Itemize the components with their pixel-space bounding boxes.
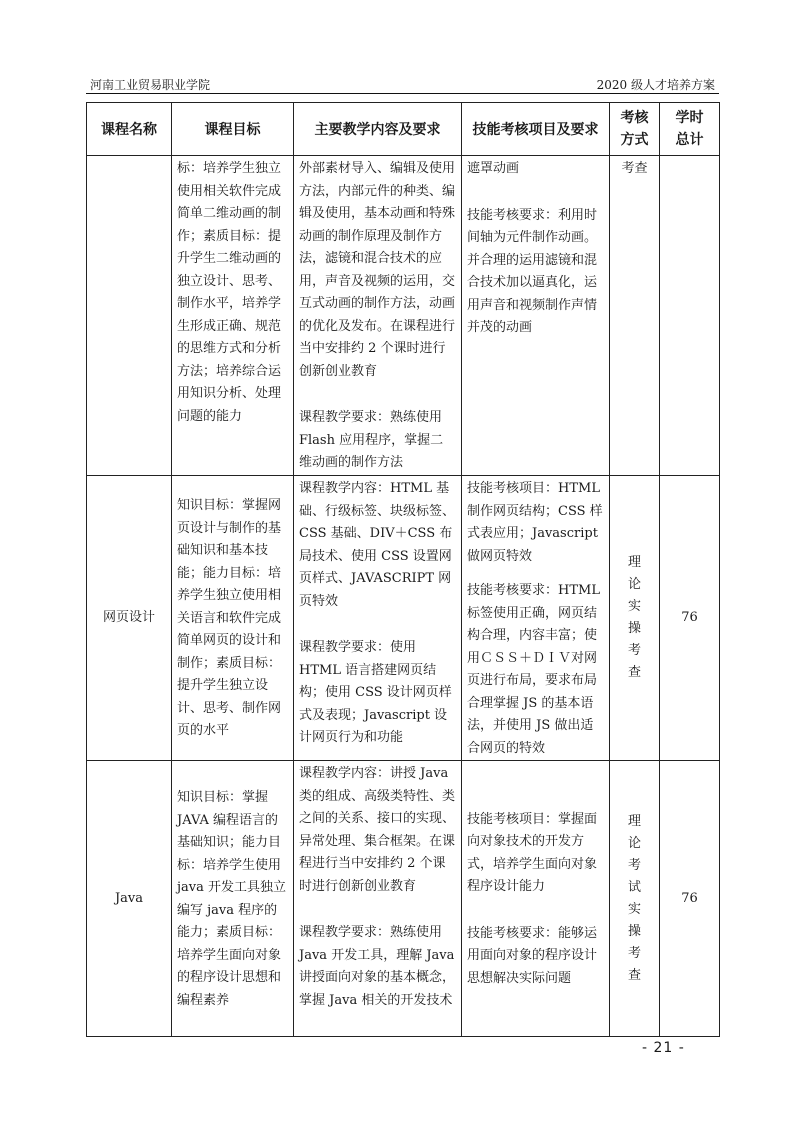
exam-method: 理论实操考查: [610, 476, 660, 761]
total-hours: 76: [660, 476, 720, 761]
curriculum-table: [86, 102, 720, 1037]
col-header-content: 主要教学内容及要求: [294, 103, 462, 156]
course-goal: 标：培养学生独立使用相关软件完成简单二维动画的制作；素质目标：提升学生二维动画的独立设计、思考、制作水平，培养学生形成正确、规范的思维方式和分析方法；培养综合运用知识分析、处理问题的能力: [177, 161, 282, 424]
table-row: [87, 156, 720, 476]
header-divider: [86, 93, 719, 94]
skill-item: 技能考核项目：掌握面向对象技术的开发方式，培养学生面向对象程序设计能力: [467, 811, 598, 895]
course-goal: 知识目标：掌握 JAVA 编程语言的基础知识；能力目标：培养学生使用 java 开发工具独立编写 java 程序的能力；素质目标：培养学生面向对象的程序设计思想和编程素养: [177, 790, 287, 1008]
skill-requirement: 技能考核要求：利用时间轴为元件制作动画。并合理的运用滤镜和混合技术加以逼真化，运用声音和视频制作声情并茂的动画: [467, 207, 598, 335]
total-hours: 76: [660, 761, 720, 1037]
skill-requirement: 技能考核要求：HTML 标签使用正确，网页结构合理，内容丰富；使用ＣＳＳ＋ＤＩＶ对网页进行布局，要求布局合理掌握 JS 的基本语法，并使用 JS 做出适合网页的特效: [467, 583, 600, 756]
col-header-hours: 学时总计: [660, 103, 720, 156]
plan-title: 2020 级人才培养方案: [596, 78, 715, 92]
course-name: [87, 156, 172, 476]
table-header-row: [87, 103, 720, 156]
course-content: 外部素材导入、编辑及使用方法，内部元件的种类、编辑及使用，基本动画和特殊动画的制作原理及制作方法，滤镜和混合技术的应用，声音及视频的运用，交互式动画的制作方法，动画的优化及发布。在课程进行当中安排约 2 个课时进行创新创业教育: [299, 161, 456, 379]
skill-item: 遮罩动画: [467, 161, 520, 176]
course-requirement: 课程教学要求：熟练使用 Flash 应用程序，掌握二维动画的制作方法: [299, 410, 444, 470]
col-header-skill: 技能考核项目及要求: [462, 103, 610, 156]
skill-item: 技能考核项目：HTML 制作网页结构；CSS 样式表应用；Javascript 做网页特效: [467, 481, 603, 564]
course-name: 网页设计: [87, 476, 172, 761]
col-header-name: 课程名称: [87, 103, 172, 156]
course-goal: 知识目标：掌握网页设计与制作的基础知识和基本技能；能力目标：培养学生独立使用相关语言和软件完成简单网页的设计和制作；素质目标：提升学生独立设计、思考、制作网页的水平: [177, 498, 282, 739]
col-header-goal: 课程目标: [172, 103, 294, 156]
course-content: 课程教学内容：HTML 基础、行级标签、块级标签、CSS 基础、DIV＋CSS 布局技术、使用 CSS 设置网页样式、JAVASCRIPT 网页特效: [299, 481, 456, 609]
course-requirement: 课程教学要求：使用 HTML 语言搭建网页结构；使用 CSS 设计网页样式及表现；Javascript 设计网页行为和功能: [299, 640, 452, 745]
col-header-exam: 考核方式: [610, 103, 660, 156]
exam-method: 考查: [621, 161, 648, 176]
table-row: [87, 761, 720, 1037]
course-name: Java: [87, 761, 172, 1037]
table-row: [87, 476, 720, 761]
page-number: - 21 -: [642, 1040, 685, 1056]
exam-method: 理论考试实操考查: [610, 761, 660, 1037]
course-content: 课程教学内容：讲授 Java 类的组成、高级类特性、类之间的关系、接口的实现、异常处理、集合框架。在课程进行当中安排约 2 个课时进行创新创业教育: [299, 766, 456, 894]
school-name: 河南工业贸易职业学院: [90, 78, 211, 92]
page-header: [86, 74, 719, 94]
course-requirement: 课程教学要求：熟练使用 Java 开发工具，理解 Java 讲授面向对象的基本概念，掌握 Java 相关的开发技术: [299, 925, 456, 1008]
total-hours: [660, 156, 720, 476]
skill-requirement: 技能考核要求：能够运用面向对象的程序设计思想解决实际问题: [467, 925, 598, 986]
